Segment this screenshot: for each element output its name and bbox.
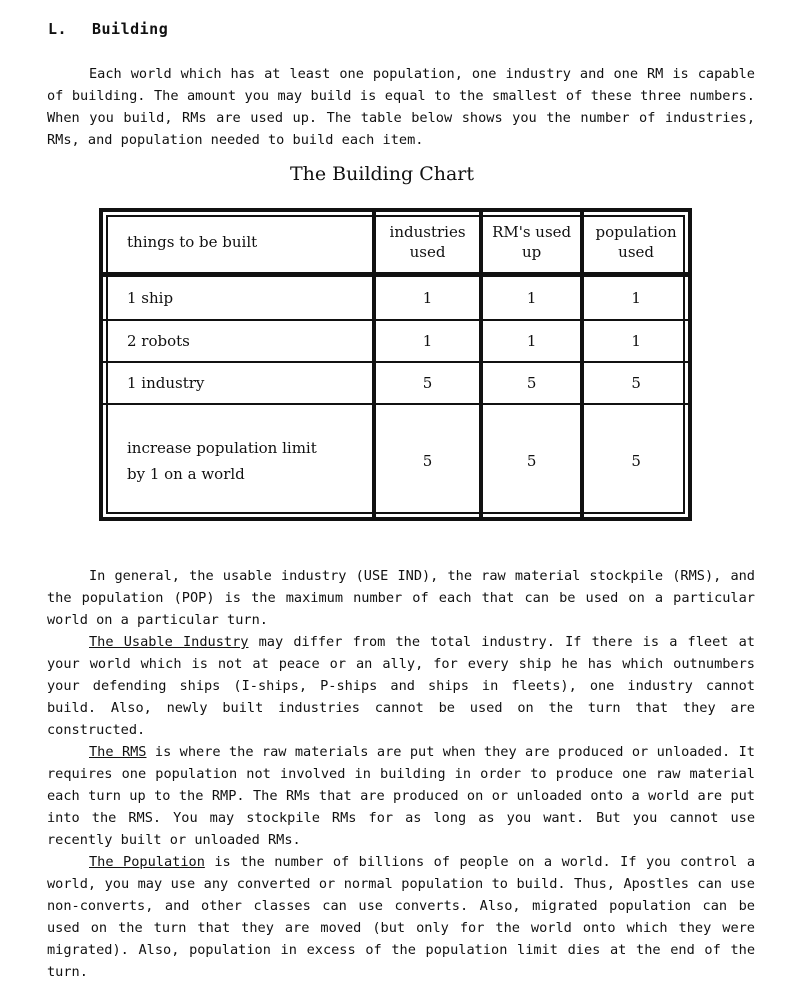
table-header-row [101, 210, 690, 275]
row-population: 1 [582, 320, 690, 362]
intro-text: Each world which has at least one population, one industry and one RM is capable of building. The amount you may build is equal to the smallest of these three numbers. When you build, RMs are used up. The table below shows you the number of industries, RMs, and population needed to build each item. [47, 66, 755, 148]
chart-title: The Building Chart [289, 163, 475, 185]
header-rms: RM's used up [481, 210, 582, 275]
usable-industry-paragraph [47, 631, 755, 741]
header-things: things to be built [101, 210, 374, 275]
row-industries: 5 [374, 362, 481, 404]
population-term: The Population [89, 854, 205, 870]
row-industries: 1 [374, 320, 481, 362]
building-chart-table [99, 208, 692, 521]
section-title: Building [92, 20, 169, 38]
usable-industry-text: may differ from the total industry. If there is a fleet at your world which is not at peace or an ally, for every ship he has which outnumbers your defending ships (I-ships, P-ships and ships in fleets), one industry cannot build. Also, newly built industries cannot be used on the turn that they are constructed. [47, 634, 755, 738]
intro-paragraph [47, 63, 755, 151]
population-text: is the number of billions of people on a world. If you control a world, you may use any converted or normal population to build. Thus, Apostles can use non-converts, and other classes can use converts. Also, migrated population can be used on the turn that they are moved (but only for the world onto which they were migrated). Also, population in excess of the population limit dies at the end of the turn. [47, 854, 755, 980]
header-industries: industries used [374, 210, 481, 275]
table-row [101, 320, 690, 362]
rms-term: The RMS [89, 744, 147, 760]
section-letter: L. [48, 20, 68, 38]
row-item: 2 robots [101, 320, 374, 362]
row-item: 1 ship [101, 275, 374, 320]
section-heading [48, 20, 168, 38]
row-rms: 1 [481, 275, 582, 320]
row-rms: 1 [481, 320, 582, 362]
table-row [101, 275, 690, 320]
table-row [101, 362, 690, 404]
general-text: In general, the usable industry (USE IND), the raw material stockpile (RMS), and the population (POP) is the maximum number of each that can be used on a particular world on a particular turn. [47, 568, 755, 628]
rms-text: is where the raw materials are put when they are produced or unloaded. It requires one population not involved in building in order to produce one raw material each turn up to the RMP. The RMs that are produced on or unloaded onto a world are put into the RMS. You may stockpile RMs for as long as you want. But you cannot use recently built or unloaded RMs. [47, 744, 755, 848]
general-paragraph [47, 565, 755, 631]
population-paragraph [47, 851, 755, 983]
row-item: increase population limit by 1 on a world [101, 404, 374, 519]
row-population: 5 [582, 404, 690, 519]
row-rms: 5 [481, 404, 582, 519]
header-population: population used [582, 210, 690, 275]
row-industries: 5 [374, 404, 481, 519]
row-population: 5 [582, 362, 690, 404]
table-row [101, 404, 690, 519]
rules-body [47, 565, 755, 983]
row-rms: 5 [481, 362, 582, 404]
rms-paragraph [47, 741, 755, 851]
usable-industry-term: The Usable Industry [89, 634, 249, 650]
row-industries: 1 [374, 275, 481, 320]
row-population: 1 [582, 275, 690, 320]
row-item: 1 industry [101, 362, 374, 404]
